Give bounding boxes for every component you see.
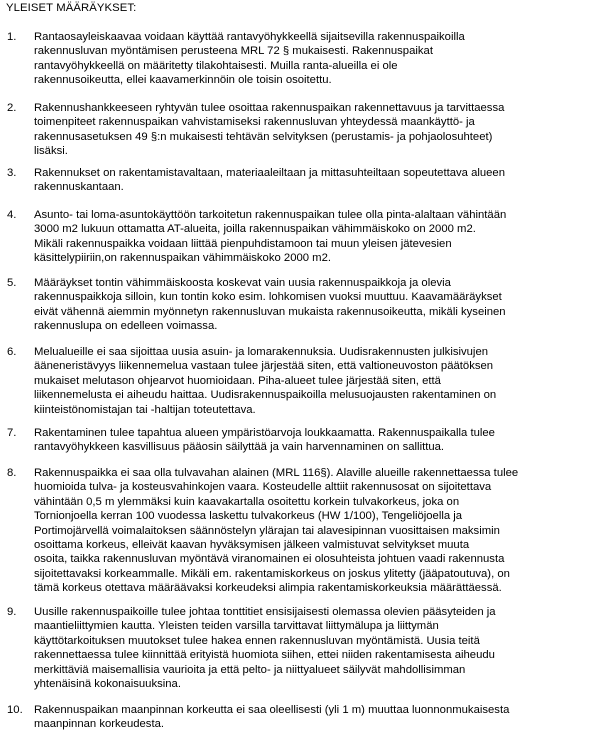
item-text: Uusille rakennuspaikoille tulee johtaa tonttitiet ensisijaisesti olemassa olevien pääsyteiden ja maantieliittymien kautta. Yleisten teiden varsilla tarvittavat liittymälupa ja liittymän käyttötarkoituksen muutokset tulee hakea ennen rakennusluvan myöntämistä. Uusia teitä rakennettaessa tulee kiinnittää erityistä huomiota siihen, ettei niiden rakentamisesta aiheudu merkittäviä maisemallisia vaurioita ja että pelto- ja niittyalueet säilyvät mahdollisimman yhtenäisinä kokonaisuuksina. — [34, 606, 496, 691]
item-number: 7. — [7, 427, 17, 439]
item-text: Määräykset tontin vähimmäiskoosta koskevat vain uusia rakennuspaikkoja ja olevia rakennuspaikkoja silloin, kun tontin koko esim. lohkomisen vuoksi muuttuu. Kaavamääräykset eivät vähennä aiemmin myönnetyn rakennusluvan mukaista rakennusoikeutta, mikäli kyseinen rakennuslupa on edelleen voimassa. — [34, 277, 506, 333]
item-number: 9. — [7, 606, 17, 618]
item-text: Melualueille ei saa sijoittaa uusia asuin- ja lomarakennuksia. Uudisrakennusten julkisivujen ääneneristävyys liikennemelua vastaan tulee järjestää siten, että valtioneuvoston päätöksen mukaiset melutason ohjearvot huomioidaan. Piha-alueet tulee järjestää siten, että liikennemelusta ei aiheudu haittaa. Uudisrakennuspaikoilla melusuojausten rakentaminen on kiinteistönomistajan tai -haltijan toteutettava. — [34, 346, 497, 416]
item-text: Rakennuspaikan maanpinnan korkeutta ei saa oleellisesti (yli 1 m) muuttaa luonnonmukaisesta maanpinnan korkeudesta. — [34, 704, 510, 731]
item-number: 4. — [7, 209, 17, 221]
item-text: Rantaosayleiskaavaa voidaan käyttää rantavyöhykkeellä sijaitsevilla rakennuspaikoilla rakennusluvan myöntämisen perusteena MRL 72 § mukaisesti. Rakennuspaikat rantavyöhykkeellä on määritetty tilakohtaisesti. Muilla ranta-alueilla ei ole rakennusoikeutta, ellei kaavamerkinnöin ole toisin osoitettu. — [34, 31, 465, 87]
document-heading: YLEISET MÄÄRÄYKSET: — [6, 2, 137, 14]
item-text: Asunto- tai loma-asuntokäyttöön tarkoitetun rakennuspaikan tulee olla pinta-alaltaan vähintään 3000 m2 lukuun ottamatta AT-alueita, joilla rakennuspaikan vähimmäiskoko on 2000 m2. Mikäli rakennuspaikka voidaan liittää pienpuhdistamoon tai muun yleisen jätevesien käsittelypiiriin,on rakennuspaikan vähimmäiskoko 2000 m2. — [34, 209, 507, 265]
item-number: 6. — [7, 346, 17, 358]
item-number: 3. — [7, 167, 17, 179]
item-number: 1. — [7, 31, 17, 43]
item-number: 10. — [7, 704, 23, 716]
item-number: 5. — [7, 277, 17, 289]
item-number: 8. — [7, 467, 17, 479]
item-text: Rakentaminen tulee tapahtua alueen ympäristöarvoja loukkaamatta. Rakennuspaikalla tulee rantavyöhykkeen kasvillisuus pääosin säilyttää ja vain harvennaminen on sallittua. — [34, 427, 495, 454]
item-text: Rakennushankkeeseen ryhtyvän tulee osoittaa rakennuspaikan rakennettavuus ja tarvittaessa toimenpiteet rakennuspaikan vahvistamiseksi rakennusluvan yhteydessä maankäyttö- ja rakennusasetuksen 49 §:n mukaisesti tehtävän selvityksen (perustamis- ja pohjaolosuhteet) lisäksi. — [34, 102, 505, 158]
item-text: Rakennukset on rakentamistavaltaan, materiaaleiltaan ja mittasuhteiltaan sopeutettava alueen rakennuskantaan. — [34, 167, 505, 194]
item-number: 2. — [7, 102, 17, 114]
item-text: Rakennuspaikka ei saa olla tulvavahan alainen (MRL 116§). Alaville alueille rakennettaessa tulee huomioida tulva- ja kosteusvahinkojen vaara. Kosteudelle alttiit rakennusosat on sijoitettava vähintään 0,5 m ylemmäksi kuin kaavakartalla osoitettu korkein tulvakorkeus, joka on Tornionjoella kerran 100 vuodessa laskettu tulvakorkeus (HW 1/100), Tengeliöjoella ja Portimojärvellä voimalaitoksen säännöstelyn ylärajan tai alavesipinnan vuosittaisen maksimin osoittama korkeus, elleivät kaavan hyväksymisen jälkeen valmistuvat selvitykset muuta osoita, taikka rakennusluvan myöntävä viranomainen ei olosuhteista johtuen vaadi rakennusta sijoitettavaksi korkeammalle. Mikäli em. rakentamiskorkeus on joskus ylitetty (jääpatoutuva), on tämä korkeus otettava määräävaksi korkeudeksi alimpia rakentamiskorkeuksia määrättäessä. — [34, 467, 519, 595]
